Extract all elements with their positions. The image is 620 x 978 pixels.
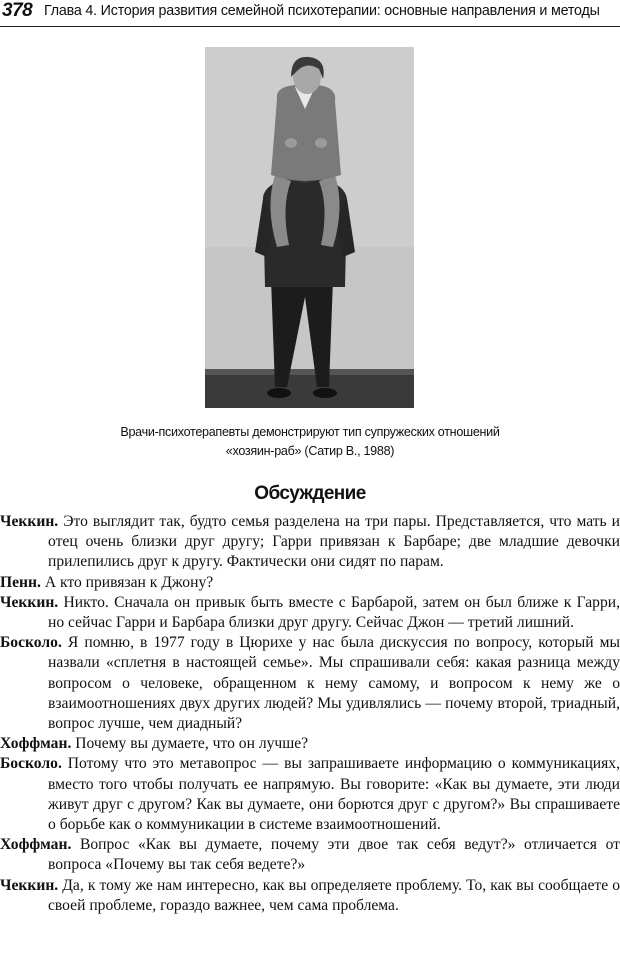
header-rule (0, 26, 620, 27)
dialogue-paragraph (0, 593, 620, 633)
speaker-name: Хоффман. (0, 735, 72, 753)
caption-line-2: «хозяин-раб» (Сатир В., 1988) (225, 444, 395, 458)
page-number: 378 (2, 0, 33, 21)
photo-therapists-demonstration (205, 47, 414, 408)
speech-text: Почему вы думаете, что он лучше? (75, 735, 309, 753)
page-header (0, 0, 620, 28)
speaker-name: Хоффман. (0, 836, 72, 854)
running-title: Глава 4. История развития семейной психотерапии: основные направления и методы (44, 3, 600, 19)
speaker-name: Пенн. (0, 573, 41, 591)
dialogue-paragraph (0, 876, 620, 916)
figure-caption (60, 423, 560, 461)
dialogue-paragraph (0, 835, 620, 875)
speaker-name: Босколо. (0, 634, 62, 652)
speaker-name: Босколо. (0, 755, 62, 773)
dialogue-paragraph (0, 512, 620, 573)
speech-text: Вопрос «Как вы думаете, почему эти двое так себя ведут?» отличается от вопроса «Почему вы так себя ведете?» (48, 836, 620, 874)
dialogue-paragraph (0, 754, 620, 835)
speech-text: Да, к тому же нам интересно, как вы определяете проблему. То, как вы сообщаете о своей проблеме, гораздо важнее, чем сама проблема. (48, 876, 620, 914)
dialogue-paragraph (0, 734, 620, 754)
caption-line-1: Врачи-психотерапевты демонстрируют тип супружеских отношений (120, 425, 500, 439)
speaker-name: Чеккин. (0, 876, 59, 894)
dialogue (0, 512, 620, 916)
speech-text: Никто. Сначала он привык быть вместе с Барбарой, затем он был ближе к Гарри, но сейчас Гарри и Барбара близки друг другу. Сейчас Джон — третий лишний. (48, 593, 620, 632)
dialogue-paragraph (0, 633, 620, 734)
speech-text: Это выглядит так, будто семья разделена на три пары. Представляется, что мать и отец очень близки друг другу; Гарри привязан к Барбаре; две младшие девочки прилепились друг к другу. Фактически они сидят по парам. (48, 513, 620, 571)
section-title: Обсуждение (254, 483, 366, 504)
speech-text: А кто привязан к Джону? (44, 573, 214, 591)
speech-text: Потому что это метавопрос — вы запрашиваете информацию о коммуникациях, вместо того чтобы получать ее напрямую. Вы говорите: «Как вы думаете, эти люди живут друг с другом? Как вы думаете, они борются друг с другом?» Вы спрашиваете о борьбе как о коммуникации в системе взаимоотношений. (48, 755, 620, 834)
speaker-name: Чеккин. (0, 593, 59, 611)
speaker-name: Чеккин. (0, 513, 59, 530)
speech-text: Я помню, в 1977 году в Цюрихе у нас была дискуссия по вопросу, который мы назвали «сплетня в настоящей семье». Мы спрашивали себя: какая разница между вопросом о человеке, обращенном к нему самому, и вопросом к нему же о взаимоотношениях двух других людей? Мы удивлялись — почему второй, триадный, вопрос лучше, чем диадный? (48, 634, 620, 733)
dialogue-paragraph (0, 573, 620, 593)
